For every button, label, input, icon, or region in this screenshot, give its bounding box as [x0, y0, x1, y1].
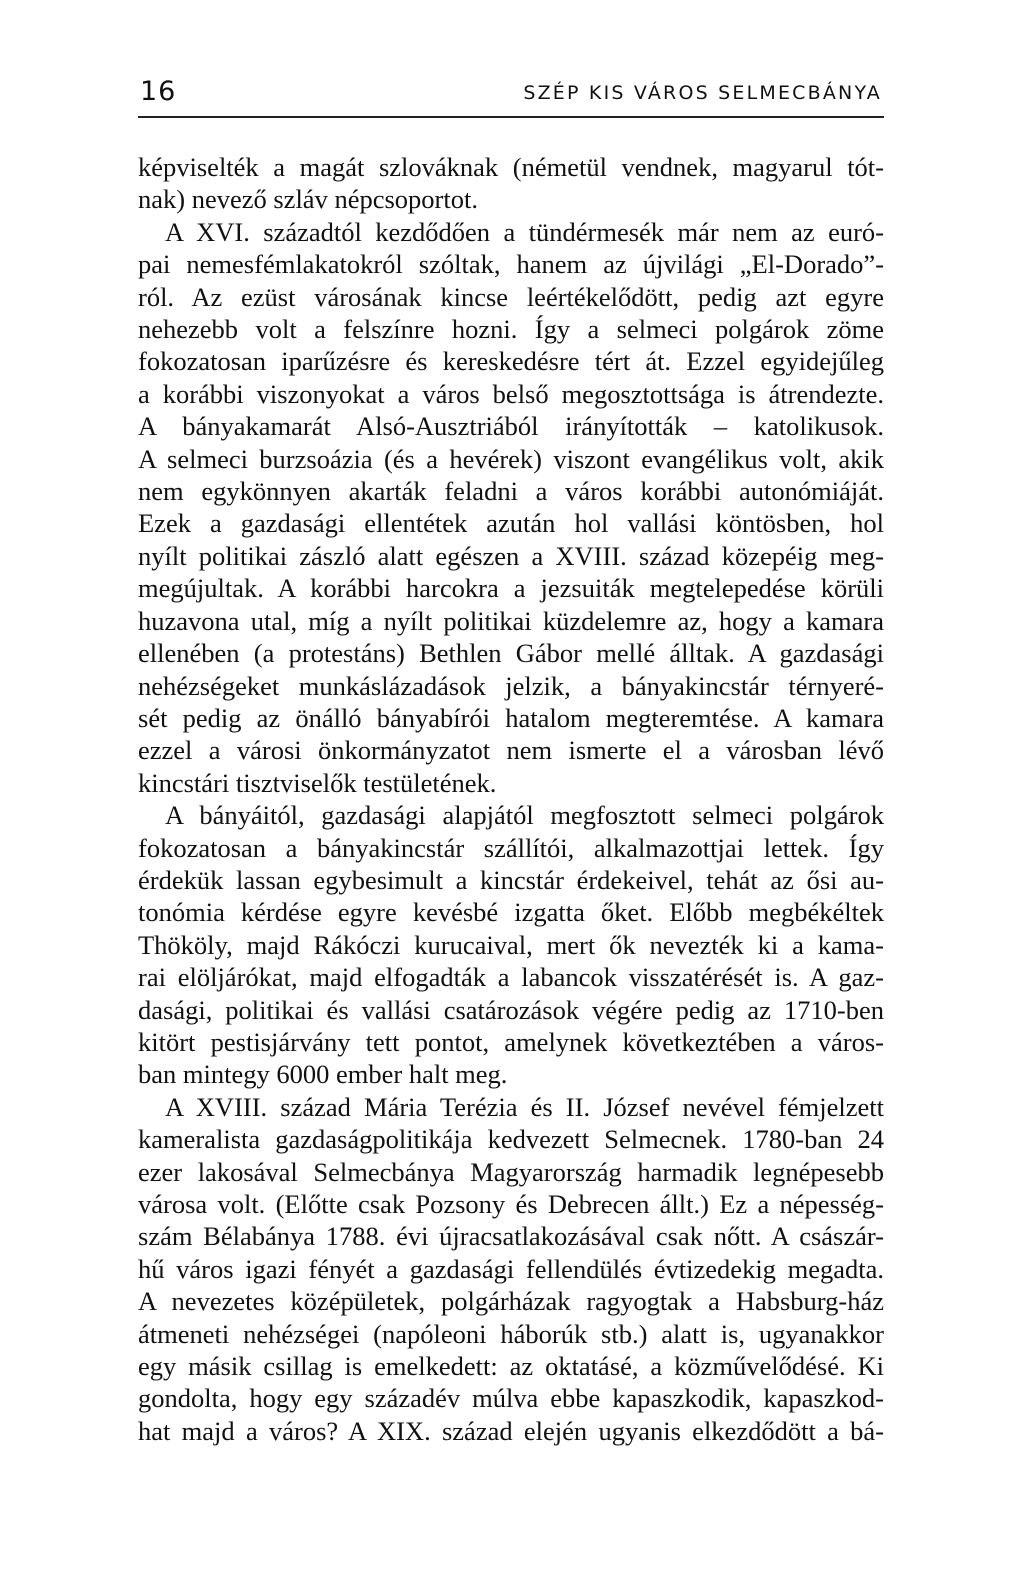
text-line: sét pedig az önálló bányabírói hatalom megteremtése. A kamara: [138, 702, 884, 733]
text-line: kitört pestisjárvány tett pontot, amelynek következtében a város-: [138, 1026, 884, 1057]
text-line: egy másik csillag is emelkedett: az oktatásé, a közművelődésé. Ki: [138, 1351, 884, 1382]
text-line: hat majd a város? A XIX. század elején ugyanis elkezdődött a bá-: [138, 1415, 884, 1446]
text-line: Thököly, majd Rákóczi kurucaival, mert ők nevezték ki a kama-: [138, 929, 884, 960]
text-line: Ezek a gazdasági ellentétek azután hol vallási köntösben, hol: [138, 508, 884, 539]
text-line: gondolta, hogy egy századév múlva ebbe kapaszkodik, kapaszkod-: [138, 1383, 884, 1414]
text-line: A bányáitól, gazdasági alapjától megfosztott selmeci polgárok: [165, 800, 884, 831]
text-line: ban mintegy 6000 ember halt meg.: [138, 1059, 508, 1090]
text-line: kameralista gazdaságpolitikája kedvezett Selmecnek. 1780-ban 24: [138, 1124, 884, 1155]
text-line: ról. Az ezüst városának kincse leértékelődött, pedig azt egyre: [138, 281, 884, 312]
running-title: SZÉP KIS VÁROS SELMECBÁNYA: [523, 82, 882, 104]
running-header: [138, 76, 884, 118]
text-line: átmeneti nehézségei (napóleoni háborúk stb.) alatt is, ugyanakkor: [138, 1318, 884, 1349]
text-line: ezzel a városi önkormányzatot nem ismerte el a városban lévő: [138, 735, 884, 766]
text-line: nehezebb volt a felszínre hozni. Így a selmeci polgárok zöme: [138, 314, 884, 345]
text-line: fokozatosan iparűzésre és kereskedésre tért át. Ezzel egyidejűleg: [138, 346, 884, 377]
text-line: nyílt politikai zászló alatt egészen a XVIII. század közepéig meg-: [138, 540, 884, 571]
text-line: szám Bélabánya 1788. évi újracsatlakozásával csak nőtt. A császár-: [138, 1221, 884, 1252]
page-number: 16: [140, 76, 177, 107]
text-line: A nevezetes középületek, polgárházak ragyogtak a Habsburg-ház: [138, 1286, 884, 1317]
body-text: [138, 151, 884, 1447]
text-line: ezer lakosával Selmecbánya Magyarország harmadik legnépesebb: [138, 1156, 884, 1187]
text-line: ellenében (a protestáns) Bethlen Gábor mellé álltak. A gazdasági: [138, 638, 884, 669]
text-line: nem egykönnyen akarták feladni a város korábbi autonómiáját.: [138, 476, 884, 507]
text-line: fokozatosan a bányakincstár szállítói, alkalmazottjai lettek. Így: [138, 832, 884, 863]
text-line: városa volt. (Előtte csak Pozsony és Debrecen állt.) Ez a népesség-: [138, 1189, 884, 1219]
text-line: kincstári tisztviselők testületének.: [138, 767, 497, 798]
text-line: képviselték a magát szlováknak (németül vendnek, magyarul tót-: [138, 152, 884, 182]
text-line: huzavona utal, míg a nyílt politikai küzdelemre az, hogy a kamara: [138, 605, 884, 636]
text-line: A selmeci burzsoázia (és a hevérek) viszont evangélikus volt, akik: [138, 443, 884, 474]
text-line: pai nemesfémlakatokról szóltak, hanem az újvilági „El-Dorado”-: [138, 249, 884, 280]
text-line: hű város igazi fényét a gazdasági fellendülés évtizedekig megadta.: [138, 1253, 884, 1284]
text-line: érdekük lassan egybesimult a kincstár érdekeivel, tehát az ősi au-: [138, 864, 884, 895]
text-line: A bányakamarát Alsó-Ausztriából irányították – katolikusok.: [138, 411, 884, 442]
text-line: rai elöljárókat, majd elfogadták a labancok visszatérését is. A gaz-: [138, 962, 884, 993]
text-line: nak) nevező szláv népcsoportot.: [138, 184, 478, 215]
text-line: nehézségeket munkáslázadások jelzik, a bányakincstár térnyeré-: [138, 670, 884, 701]
text-line: A XVI. századtól kezdődően a tündérmesék már nem az euró-: [165, 216, 884, 247]
text-line: dasági, politikai és vallási csatározások végére pedig az 1710-ben: [138, 994, 884, 1025]
text-line: a korábbi viszonyokat a város belső megosztottsága is átrendezte.: [138, 378, 884, 409]
text-line: megújultak. A korábbi harcokra a jezsuiták megtelepedése körüli: [138, 573, 884, 604]
text-line: tonómia kérdése egyre kevésbé izgatta őket. Előbb megbékéltek: [138, 897, 884, 928]
text-line: A XVIII. század Mária Terézia és II. József nevével fémjelzett: [165, 1091, 884, 1122]
